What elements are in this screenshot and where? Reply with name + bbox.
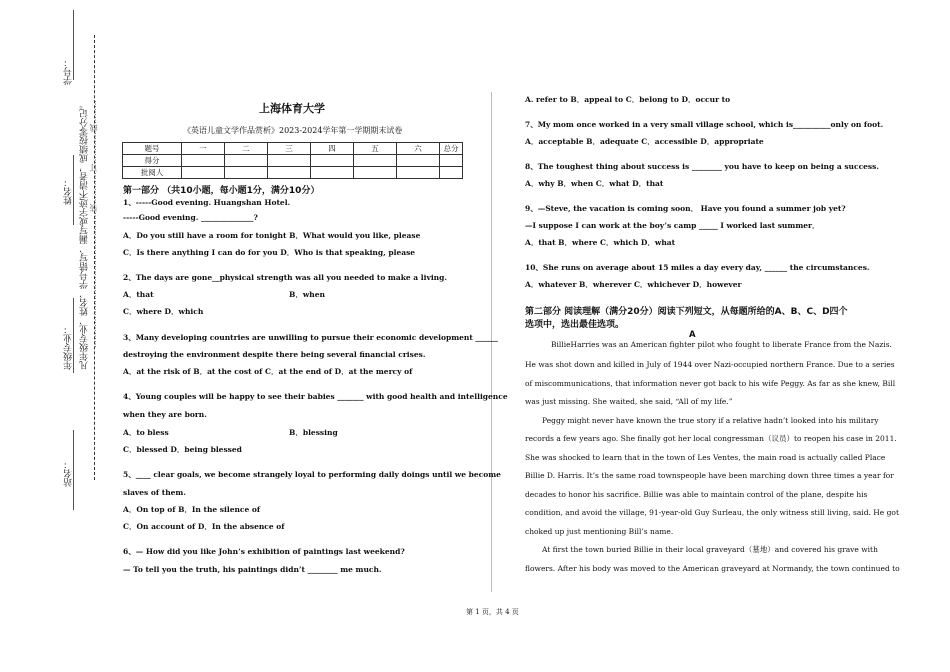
binding-note: 凡年级专业、姓名、学号错写、漏写或字迹不清者，成绩按零分记。: [80, 100, 90, 370]
q1-options-ab: A．Do you still have a room for tonight B．What would you like, please: [123, 231, 421, 240]
q2-stem: 2、The days are gone__physical strength was all you needed to make a living.: [123, 273, 447, 282]
q5-stem2: slaves of them.: [123, 488, 186, 497]
passage-line: records a few years ago. She finally got her local congressman（议员）to reopen his case in 2011.: [525, 434, 897, 443]
q9-stem2: —I suppose I can work at the boy’s camp _____ I worked last summer．: [525, 221, 820, 230]
passage-line: She was shocked to learn that in the town of Les Ventes, the main road is actually called Place: [525, 453, 886, 462]
passage-line: He was shot down and killed in July of 1944 over Nazi-occupied northern France. Due to a series: [525, 360, 895, 369]
table-row: [123, 155, 463, 167]
score-cell[interactable]: [182, 167, 225, 179]
score-cell[interactable]: [182, 155, 225, 167]
q1-options-cd: C．Is there anything I can do for you D．Who is that speaking, please: [123, 248, 416, 257]
q7-options: A．acceptable B．adequate C．accessible D．appropriate: [525, 137, 764, 146]
table-header-cell: 六: [397, 143, 440, 155]
q10-options: A．whatever B．wherever C．whichever D．however: [525, 280, 742, 289]
page-number: 第 1 页，共 4 页: [466, 608, 519, 616]
score-cell[interactable]: [440, 155, 463, 167]
q4-stem2: when they are born.: [123, 410, 207, 419]
q9-options: A．that B．where C．which D．what: [525, 238, 676, 247]
score-table-header-row: [123, 143, 463, 155]
row-label: 得分: [123, 155, 182, 167]
q1-stem: 1、-----Good evening. Huangshan Hotel.: [123, 198, 291, 207]
q2-option-b: B．when: [289, 290, 325, 299]
score-cell[interactable]: [268, 167, 311, 179]
score-table: [122, 142, 463, 179]
column-divider: [491, 92, 492, 592]
q3-options: A．at the risk of B．at the cost of C．at the end of D．at the mercy of: [123, 367, 413, 376]
score-cell[interactable]: [354, 167, 397, 179]
score-cell[interactable]: [268, 155, 311, 167]
q5-stem: 5、____ clear goals, we become strangely loyal to performing daily doings until we become: [123, 470, 501, 479]
table-header-cell: 总分: [440, 143, 463, 155]
passage-line: At first the town buried Billie in their local graveyard（墓地）and covered his grave with: [542, 545, 878, 554]
q6-stem: 6、— How did you like John’s exhibition of paintings last weekend?: [123, 547, 405, 556]
score-cell[interactable]: [311, 167, 354, 179]
exam-title: 《英语儿童文学作品赏析》2023-2024学年第一学期期末试卷: [183, 126, 403, 135]
student-id-label: 学号：: [64, 58, 74, 85]
q9-stem: 9、—Steve, the vacation is coming soon． Have you found a summer job yet?: [525, 204, 846, 213]
score-cell[interactable]: [397, 167, 440, 179]
q6-stem2: — To tell you the truth, his paintings didn’t ________ me much.: [123, 565, 382, 574]
q4-option-b: B．blessing: [289, 428, 338, 437]
student-id-line[interactable]: [73, 10, 74, 80]
passage-line: BillieHarries was an American fighter pilot who fought to liberate France from the Nazis.: [551, 340, 892, 349]
passage-line: Billie D. Harris. It’s the same road townspeople have been marching down three times a year for: [525, 471, 894, 480]
name-label: 姓名：: [64, 178, 74, 205]
station-label: 站名：: [64, 460, 74, 487]
q3-stem: 3、Many developing countries are unwilling to pursue their economic development ______: [123, 333, 498, 342]
passage-line: of miscommunications, that information never got back to his wife Peggy. As far as she knew, Bill: [525, 379, 896, 388]
major-label: 年级专业：: [64, 325, 74, 370]
passage-line: decades to honor his sacrifice. Billie was able to maintain control of the plane, despite his: [525, 490, 868, 499]
q3-stem2: destroying the environment despite there being several financial crises.: [123, 350, 426, 359]
q5-options-ab: A．On top of B．In the silence of: [123, 505, 261, 514]
part2-title-line2: 选项中，选出最佳选项。: [525, 320, 625, 330]
score-cell[interactable]: [225, 155, 268, 167]
q5-options-cd: C．On account of D．In the absence of: [123, 522, 285, 531]
q4-options-cd: C．blessed D．being blessed: [123, 445, 242, 454]
q6-options: A. refer to B．appeal to C．belong to D．occur to: [525, 95, 731, 104]
row-label: 批阅人: [123, 167, 182, 179]
part1-title: 第一部分 （共10小题，每小题1分，满分10分）: [123, 186, 320, 196]
score-cell[interactable]: [397, 155, 440, 167]
table-header-cell: 五: [354, 143, 397, 155]
q8-stem: 8、The toughest thing about success is ________ you have to keep on being a success.: [525, 162, 879, 171]
q1-stem2: -----Good evening. ______________?: [123, 213, 258, 222]
university-title: 上海体育大学: [259, 102, 325, 115]
score-cell[interactable]: [354, 155, 397, 167]
table-header-cell: 四: [311, 143, 354, 155]
q7-stem: 7、My mom once worked in a very small village school, which is__________only on foot.: [525, 120, 884, 129]
table-header-cell: 三: [268, 143, 311, 155]
passage-line: Peggy might never have known the true story if a relative hadn’t looked into his military: [542, 416, 879, 425]
passage-line: condition, and avoid the village, 91-year-old Guy Surleau, the only witness still living, said. He got: [525, 508, 899, 517]
table-row: [123, 167, 463, 179]
q8-options: A．why B．when C．what D．that: [525, 179, 664, 188]
table-header-cell: 题号: [123, 143, 182, 155]
score-cell[interactable]: [440, 167, 463, 179]
passage-line: choked up just mentioning Bill’s name.: [525, 527, 674, 536]
table-header-cell: 一: [182, 143, 225, 155]
passage-line: was just missing. She waited, she said, “All of my life.”: [525, 397, 733, 406]
passage-label: A: [689, 330, 696, 340]
q4-option-a: A．to bless: [123, 428, 169, 437]
table-header-cell: 二: [225, 143, 268, 155]
station-line[interactable]: [73, 430, 74, 510]
q2-option-a: A．that: [123, 290, 154, 299]
passage-line: flowers. After his body was moved to the American graveyard at Normandy, the town continued to: [525, 564, 900, 573]
score-cell[interactable]: [311, 155, 354, 167]
part2-title: 第二部分 阅读理解（满分20分）阅读下列短文，从每题所给的A、B、C、D四个: [525, 307, 848, 317]
binding-seal-text: ……………………………………………装…………订…………线………: [89, 100, 98, 348]
q2-options-cd: C．where D．which: [123, 307, 204, 316]
q4-stem: 4、Young couples will be happy to see their babies _______ with good health and intelligence: [123, 392, 508, 401]
score-cell[interactable]: [225, 167, 268, 179]
q10-stem: 10、She runs on average about 15 miles a day every day, ______ the circumstances.: [525, 263, 870, 272]
name-line[interactable]: [73, 155, 74, 225]
major-line[interactable]: [73, 298, 74, 373]
